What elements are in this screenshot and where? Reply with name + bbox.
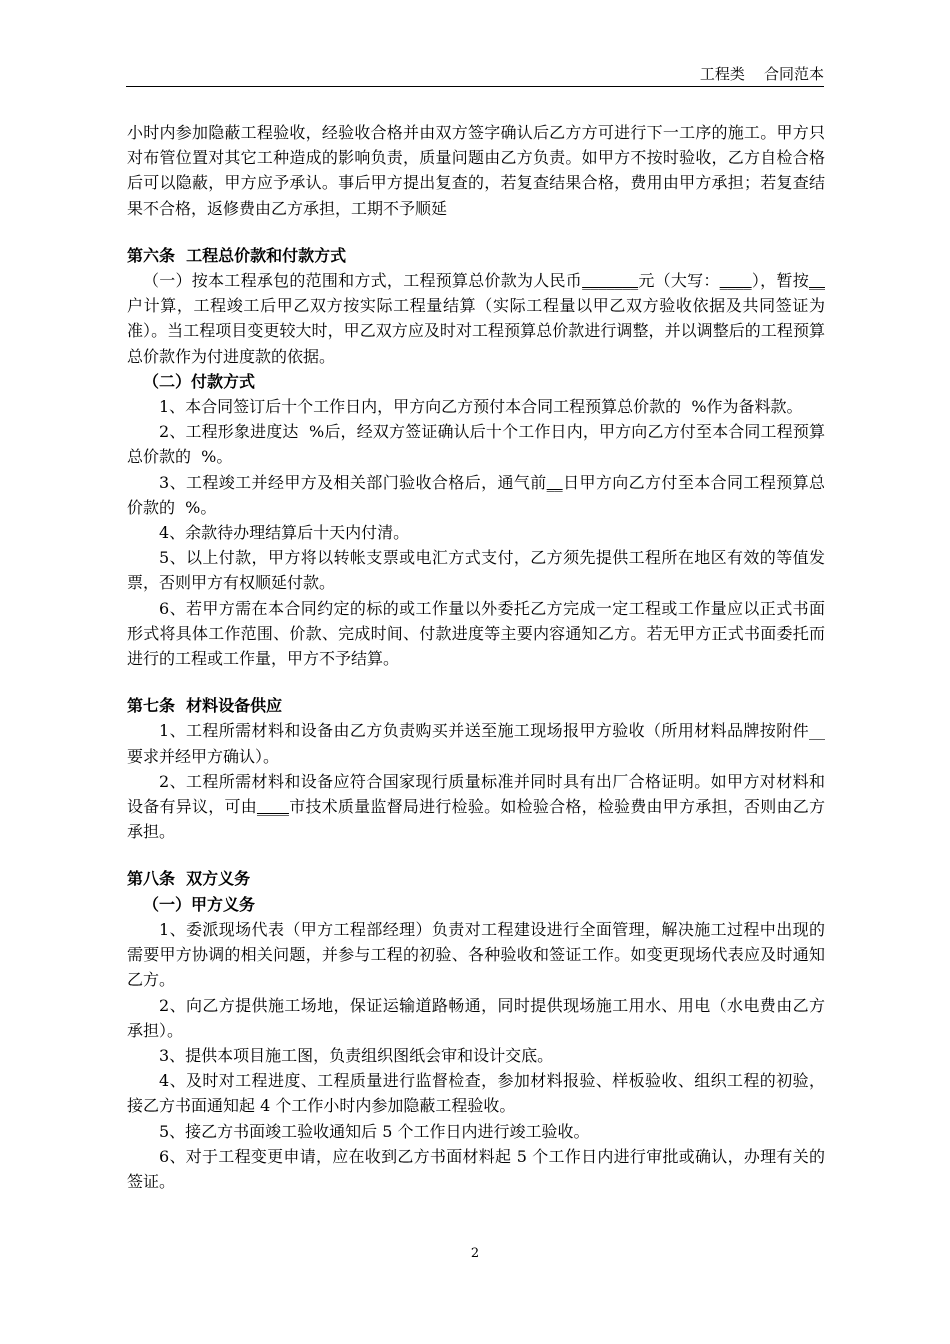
continued-paragraph: 小时内参加隐蔽工程验收，经验收合格并由双方签字确认后乙方方可进行下一工序的施工。甲方只对布管位置对其它工种造成的影响负责，质量问题由乙方负责。如甲方不按时验收，乙方自检合格后可以隐蔽，甲方应予承认。事后甲方提出复查的，若复查结果合格，费用由甲方承担；若复查结果不合格，返修费由乙方承担，工期不予顺延 — [127, 123, 825, 218]
header-text: 工程类 合同范本 — [699, 65, 824, 83]
article-6-subheading-payment: （二）付款方式 — [143, 371, 256, 391]
article-8-item-4: 4、及时对工程进度、工程质量进行监督检查，参加材料报验、样板验收、组织工程的初验，接乙方书面通知起 4 个工作小时内参加隐蔽工程验收。 — [127, 1071, 825, 1116]
article-6-clause-1: （一）按本工程承包的范围和方式，工程预算总价款为人民币_______元（大写：____），暂按__户计算，工程竣工后甲乙双方按实际工程量结算（实际工程量以甲乙双方验收依据及共同签证为准）。当工程项目变更较大时，甲乙双方应及时对工程预算总价款进行调整，并以调整后的工程预算总价款作为付进度款的依据。 — [127, 271, 825, 366]
article-7-item-1: 1、工程所需材料和设备由乙方负责购买并送至施工现场报甲方验收（所用材料品牌按附件__要求并经甲方确认）。 — [127, 721, 825, 766]
article-7-item-2: 2、工程所需材料和设备应符合国家现行质量标准并同时具有出厂合格证明。如甲方对材料和设备有异议，可由____市技术质量监督局进行检验。如检验合格，检验费由甲方承担，否则由乙方承担。 — [127, 771, 825, 842]
article-6-item-3: 3、工程竣工并经甲方及相关部门验收合格后，通气前__日甲方向乙方付至本合同工程预算总价款的 %。 — [127, 472, 825, 517]
page-footer — [0, 1246, 950, 1261]
article-7-heading: 第七条 材料设备供应 — [127, 696, 283, 716]
article-6-item-5: 5、以上付款，甲方将以转帐支票或电汇方式支付，乙方须先提供工程所在地区有效的等值发票，否则甲方有权顺延付款。 — [127, 548, 825, 593]
article-8-item-6: 6、对于工程变更申请，应在收到乙方书面材料起 5 个工作日内进行审批或确认，办理有关的签证。 — [127, 1146, 825, 1191]
article-8-heading: 第八条 双方义务 — [127, 869, 251, 889]
article-6-heading: 第六条 工程总价款和付款方式 — [127, 245, 347, 265]
page-number: 2 — [470, 1246, 480, 1261]
article-8-subheading-party-a: （一）甲方义务 — [143, 894, 256, 914]
article-6-item-1: 1、本合同签订后十个工作日内，甲方向乙方预付本合同工程预算总价款的 %作为备料款。 — [159, 397, 803, 417]
page-header — [126, 62, 824, 87]
article-8-item-3: 3、提供本项目施工图，负责组织图纸会审和设计交底。 — [159, 1045, 554, 1065]
document-body — [127, 120, 825, 1194]
article-6-item-6: 6、若甲方需在本合同约定的标的或工作量以外委托乙方完成一定工程或工作量应以正式书面形式将具体工作范围、价款、完成时间、付款进度等主要内容通知乙方。若无甲方正式书面委托而进行的工程或工作量，甲方不予结算。 — [127, 598, 825, 669]
article-8-item-2: 2、向乙方提供施工场地，保证运输道路畅通，同时提供现场施工用水、用电（水电费由乙方承担）。 — [127, 995, 825, 1040]
article-8-item-1: 1、委派现场代表（甲方工程部经理）负责对工程建设进行全面管理，解决施工过程中出现的需要甲方协调的相关问题，并参与工程的初验、各种验收和签证工作。如变更现场代表应及时通知乙方。 — [127, 919, 825, 990]
article-8-item-5: 5、接乙方书面竣工验收通知后 5 个工作日内进行竣工验收。 — [159, 1121, 590, 1141]
article-6-item-4: 4、余款待办理结算后十天内付清。 — [159, 523, 410, 543]
article-6-item-2: 2、工程形象进度达 %后，经双方签证确认后十个工作日内，甲方向乙方付至本合同工程预算总价款的 %。 — [127, 422, 825, 467]
